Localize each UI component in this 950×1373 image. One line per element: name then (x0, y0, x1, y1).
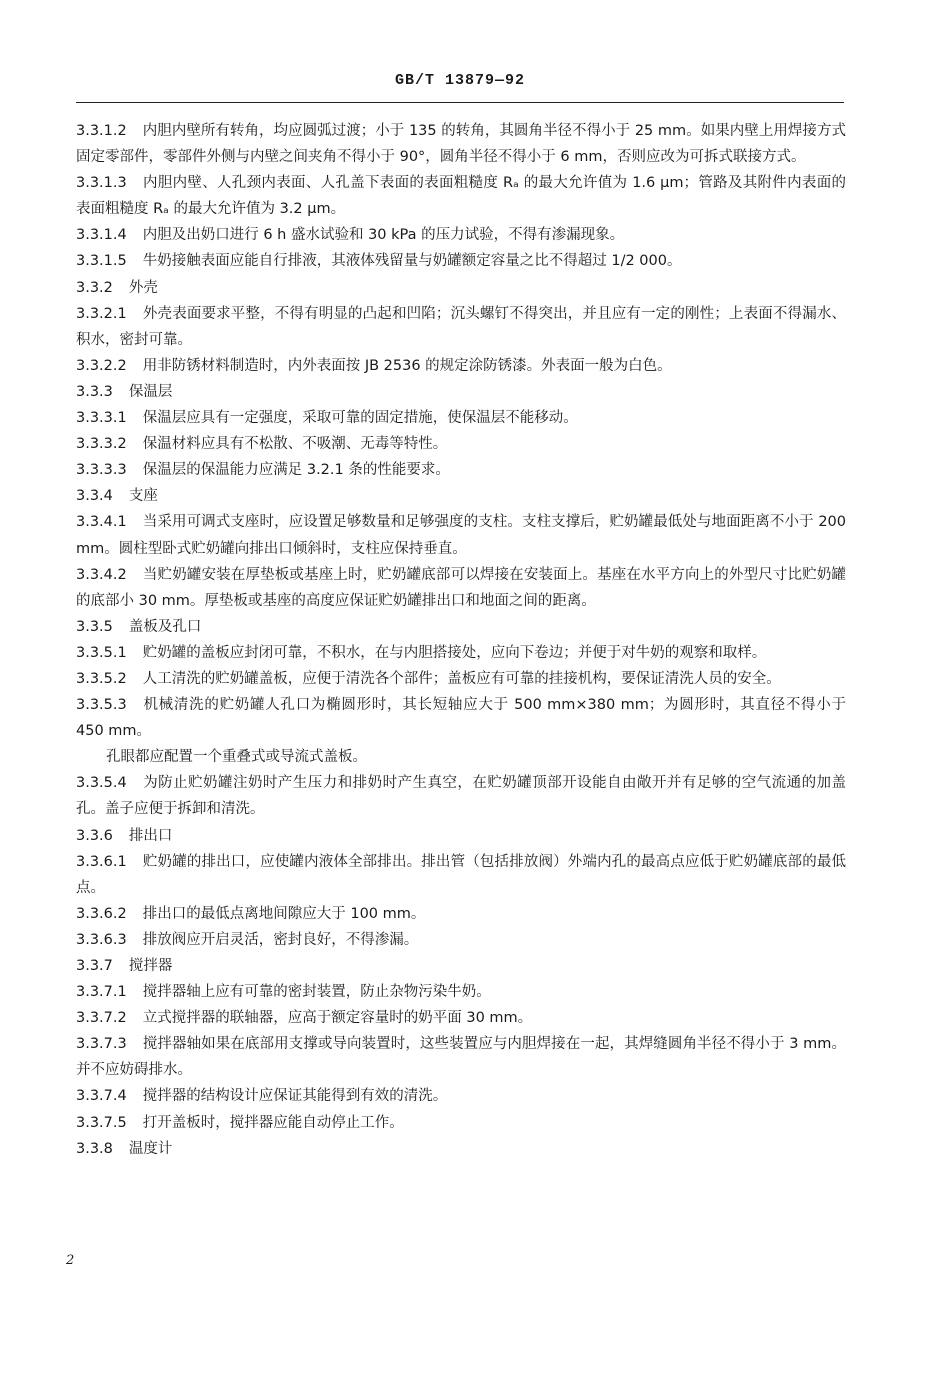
clause-text: 外壳 (128, 279, 158, 296)
clause-paragraph (76, 562, 846, 614)
clause-text: 人工清洗的贮奶罐盖板，应便于清洗各个部件；盖板应有可靠的挂接机构，要保证清洗人员的安全。 (142, 670, 781, 687)
clause-number: 3.3.3.3 (76, 462, 127, 479)
clause-text: 排出口 (128, 827, 173, 844)
clause-text: 当贮奶罐安装在厚垫板或基座上时，贮奶罐底部可以焊接在安装面上。基座在水平方向上的外型尺寸比贮奶罐的底部小 30 mm。厚垫板或基座的高度应保证贮奶罐排出口和地面之间的距离。 (76, 566, 846, 609)
clause-paragraph (76, 849, 846, 901)
clause-paragraph (76, 666, 846, 692)
clause-number: 3.3.5.2 (76, 670, 127, 687)
clause-text: 搅拌器轴上应有可靠的密封装置，防止杂物污染牛奶。 (142, 984, 491, 1001)
clause-number: 3.3.6.3 (76, 931, 127, 948)
clause-number: 3.3.7.3 (76, 1036, 127, 1053)
clause-text: 保温层 (128, 383, 173, 400)
clause-number: 3.3.6.2 (76, 905, 127, 922)
clause-text: 用非防锈材料制造时，内外表面按 JB 2536 的规定涂防锈漆。外表面一般为白色。 (142, 357, 672, 374)
clause-paragraph (76, 953, 846, 979)
clause-paragraph (76, 457, 846, 483)
clause-number: 3.3.3.2 (76, 436, 127, 453)
clause-number: 3.3.5 (76, 618, 113, 635)
clause-text: 保温层的保温能力应满足 3.2.1 条的性能要求。 (142, 462, 450, 479)
page-number: 2 (66, 1253, 75, 1268)
clause-paragraph (76, 1031, 846, 1083)
clause-paragraph (76, 353, 846, 379)
clause-text: 保温层应具有一定强度，采取可靠的固定措施，使保温层不能移动。 (142, 410, 578, 427)
document-body (76, 118, 846, 1162)
clause-text: 保温材料应具有不松散、不吸潮、无毒等特性。 (142, 436, 448, 453)
clause-text: 贮奶罐的盖板应封闭可靠，不积水，在与内胆搭接处，应向下卷边；并便于对牛奶的观察和取样。 (142, 644, 767, 661)
clause-number: 3.3.7 (76, 958, 113, 974)
clause-number: 3.3.7.5 (76, 1114, 127, 1131)
clause-paragraph (76, 640, 846, 666)
clause-number: 3.3.3.1 (76, 410, 127, 427)
clause-paragraph (76, 431, 846, 457)
clause-text: 内胆内壁所有转角，均应圆弧过渡；小于 135 的转角，其圆角半径不得小于 25 mm。如果内壁上用焊接方式固定零部件，零部件外侧与内壁之间夹角不得小于 90°，圆角半径不得小于 6 mm，否则应改为可拆式联接方式。 (76, 123, 846, 166)
clause-number: 3.3.1.4 (76, 227, 127, 244)
clause-paragraph (76, 275, 846, 301)
clause-number: 3.3.3 (76, 383, 113, 400)
clause-number: 3.3.4.2 (76, 566, 127, 583)
clause-paragraph (76, 1083, 846, 1109)
clause-paragraph (76, 379, 846, 405)
clause-text: 孔眼都应配置一个重叠式或导流式盖板。 (106, 749, 367, 766)
clause-paragraph (76, 1136, 846, 1162)
clause-paragraph (76, 483, 846, 509)
clause-text: 温度计 (128, 1140, 173, 1157)
document-header: GB/T 13879—92 (394, 72, 526, 89)
clause-paragraph (76, 927, 846, 953)
clause-text: 为防止贮奶罐注奶时产生压力和排奶时产生真空，在贮奶罐顶部开设能自由敞开并有足够的空气流通的加盖孔。盖子应便于拆卸和清洗。 (76, 775, 846, 818)
clause-text: 搅拌器轴如果在底部用支撑或导向装置时，这些装置应与内胆焊接在一起，其焊缝圆角半径不得小于 3 mm。并不应妨碍排水。 (76, 1036, 846, 1079)
clause-paragraph (76, 744, 846, 770)
clause-number: 3.3.1.5 (76, 253, 127, 270)
clause-number: 3.3.4.1 (76, 514, 127, 531)
clause-number: 3.3.2 (76, 279, 113, 296)
clause-paragraph (76, 1005, 846, 1031)
clause-number: 3.3.5.3 (76, 697, 127, 714)
clause-number: 3.3.6.1 (76, 853, 127, 870)
clause-paragraph (76, 823, 846, 849)
clause-text: 当采用可调式支座时，应设置足够数量和足够强度的支柱。支柱支撑后，贮奶罐最低处与地面距离不小于 200 mm。圆柱型卧式贮奶罐向排出口倾斜时，支柱应保持垂直。 (76, 514, 846, 557)
clause-paragraph (76, 770, 846, 822)
clause-text: 内胆内壁、人孔颈内表面、人孔盖下表面的表面粗糙度 Rₐ 的最大允许值为 1.6 μm；管路及其附件内表面的表面粗糙度 Rₐ 的最大允许值为 3.2 μm。 (76, 175, 846, 218)
clause-number: 3.3.4 (76, 488, 113, 505)
clause-number: 3.3.2.2 (76, 357, 127, 374)
clause-paragraph (76, 170, 846, 222)
clause-text: 排放阀应开启灵活，密封良好，不得渗漏。 (142, 931, 419, 948)
clause-text: 盖板及孔口 (128, 618, 202, 635)
clause-paragraph (76, 118, 846, 170)
clause-text: 内胆及出奶口进行 6 h 盛水试验和 30 kPa 的压力试验，不得有渗漏现象。 (142, 227, 625, 244)
clause-paragraph (76, 222, 846, 248)
clause-text: 贮奶罐的排出口，应使罐内液体全部排出。排出管（包括排放阀）外端内孔的最高点应低于贮奶罐底部的最低点。 (76, 853, 846, 896)
clause-text: 支座 (128, 488, 158, 505)
clause-number: 3.3.2.1 (76, 305, 127, 322)
header-rule (76, 102, 844, 103)
clause-paragraph (76, 979, 846, 1005)
clause-text: 搅拌器 (128, 958, 173, 974)
clause-number: 3.3.5.1 (76, 644, 127, 661)
clause-paragraph (76, 301, 846, 353)
clause-number: 3.3.1.2 (76, 123, 127, 139)
clause-paragraph (76, 1110, 846, 1136)
clause-number: 3.3.7.2 (76, 1010, 127, 1027)
clause-text: 外壳表面要求平整，不得有明显的凸起和凹陷；沉头螺钉不得突出，并且应有一定的刚性；上表面不得漏水、积水，密封可靠。 (76, 305, 846, 348)
clause-paragraph (76, 248, 846, 274)
clause-number: 3.3.1.3 (76, 175, 127, 192)
clause-text: 牛奶接触表面应能自行排液，其液体残留量与奶罐额定容量之比不得超过 1/2 000。 (142, 253, 682, 270)
clause-text: 打开盖板时，搅拌器应能自动停止工作。 (142, 1114, 404, 1131)
clause-paragraph (76, 901, 846, 927)
clause-text: 排出口的最低点离地间隙应大于 100 mm。 (142, 905, 426, 922)
clause-paragraph (76, 614, 846, 640)
clause-number: 3.3.7.1 (76, 984, 127, 1001)
clause-paragraph (76, 692, 846, 744)
clause-text: 搅拌器的结构设计应保证其能得到有效的清洗。 (142, 1088, 448, 1105)
clause-number: 3.3.5.4 (76, 775, 127, 792)
clause-paragraph (76, 509, 846, 561)
clause-number: 3.3.8 (76, 1140, 113, 1157)
clause-paragraph (76, 405, 846, 431)
clause-text: 机械清洗的贮奶罐人孔口为椭圆形时，其长短轴应大于 500 mm×380 mm；为圆形时，其直径不得小于 450 mm。 (76, 697, 846, 740)
clause-text: 立式搅拌器的联轴器，应高于额定容量时的奶平面 30 mm。 (142, 1010, 533, 1027)
clause-number: 3.3.7.4 (76, 1088, 127, 1105)
clause-number: 3.3.6 (76, 827, 113, 844)
